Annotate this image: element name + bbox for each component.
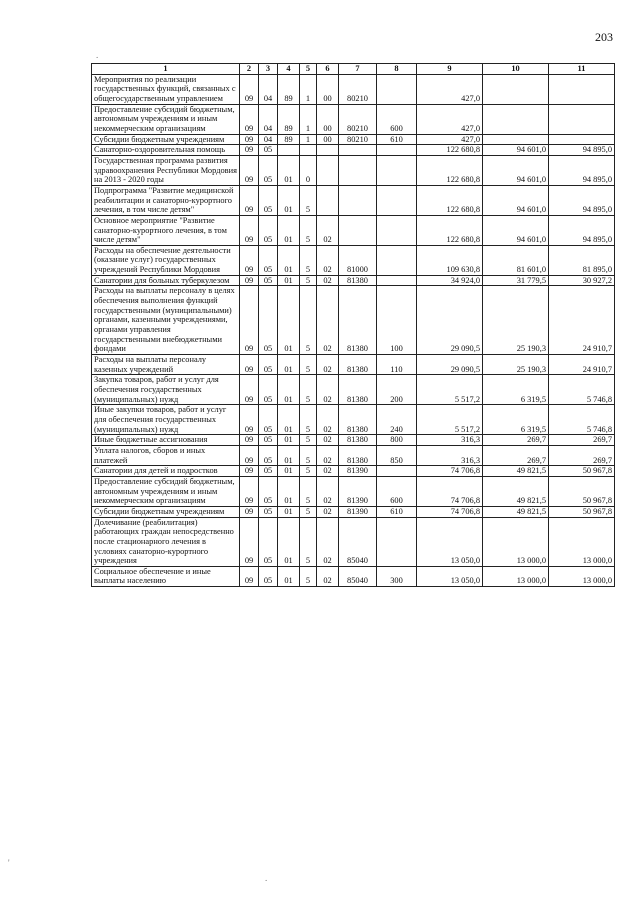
row-value-cell: [483, 74, 549, 104]
row-value-cell: 30 927,2: [549, 275, 615, 286]
row-value-cell: 02: [317, 215, 339, 245]
row-value-cell: 122 680,8: [417, 145, 483, 156]
row-value-cell: 02: [317, 445, 339, 465]
row-value-cell: 5: [300, 476, 317, 506]
table-row: [92, 476, 615, 506]
table-row: [92, 245, 615, 275]
row-value-cell: 49 821,5: [483, 476, 549, 506]
row-value-cell: 5: [300, 286, 317, 355]
row-value-cell: 427,0: [417, 134, 483, 145]
row-value-cell: 316,3: [417, 445, 483, 465]
row-value-cell: [317, 185, 339, 215]
row-value-cell: 05: [259, 375, 278, 405]
column-header: 2: [240, 64, 259, 75]
row-value-cell: 50 967,8: [549, 506, 615, 517]
row-value-cell: 81380: [339, 286, 377, 355]
row-value-cell: 02: [317, 355, 339, 375]
row-value-cell: [339, 155, 377, 185]
row-value-cell: 5: [300, 185, 317, 215]
row-value-cell: [339, 215, 377, 245]
scan-mark: .: [265, 873, 268, 883]
row-value-cell: 81000: [339, 245, 377, 275]
row-value-cell: [377, 245, 417, 275]
row-value-cell: 200: [377, 375, 417, 405]
row-value-cell: 29 090,5: [417, 286, 483, 355]
row-value-cell: 02: [317, 566, 339, 586]
row-value-cell: 13 050,0: [417, 517, 483, 566]
row-value-cell: [377, 145, 417, 156]
row-value-cell: 02: [317, 245, 339, 275]
row-value-cell: 94 601,0: [483, 185, 549, 215]
row-value-cell: 02: [317, 506, 339, 517]
row-value-cell: 81380: [339, 375, 377, 405]
table-row: [92, 435, 615, 446]
row-value-cell: 02: [317, 375, 339, 405]
row-label-cell: Субсидии бюджетным учреждениям: [92, 134, 240, 145]
row-value-cell: 02: [317, 466, 339, 477]
row-value-cell: 240: [377, 405, 417, 435]
row-value-cell: 05: [259, 466, 278, 477]
row-label-cell: Санаторно-оздоровительная помощь: [92, 145, 240, 156]
row-value-cell: [377, 215, 417, 245]
row-value-cell: 02: [317, 286, 339, 355]
row-value-cell: 1: [300, 74, 317, 104]
row-value-cell: 74 706,8: [417, 476, 483, 506]
row-value-cell: 81390: [339, 466, 377, 477]
row-value-cell: 25 190,3: [483, 286, 549, 355]
row-value-cell: 24 910,7: [549, 355, 615, 375]
row-value-cell: 5: [300, 466, 317, 477]
row-value-cell: [377, 517, 417, 566]
row-value-cell: 09: [240, 134, 259, 145]
row-value-cell: 05: [259, 155, 278, 185]
row-value-cell: 09: [240, 375, 259, 405]
row-value-cell: 80210: [339, 134, 377, 145]
table-row: [92, 286, 615, 355]
row-value-cell: 94 895,0: [549, 185, 615, 215]
row-value-cell: 5: [300, 375, 317, 405]
column-header: 6: [317, 64, 339, 75]
row-value-cell: 24 910,7: [549, 286, 615, 355]
row-value-cell: 13 000,0: [483, 517, 549, 566]
row-value-cell: 122 680,8: [417, 215, 483, 245]
row-value-cell: 01: [278, 375, 300, 405]
row-value-cell: 89: [278, 134, 300, 145]
table-row: [92, 134, 615, 145]
row-value-cell: 6 319,5: [483, 375, 549, 405]
row-value-cell: 09: [240, 517, 259, 566]
row-label-cell: Долечивание (реабилитация) работающих граждан непосредственно после стационарного лечения в условиях санаторно-курортного учреждения: [92, 517, 240, 566]
row-value-cell: [377, 466, 417, 477]
budget-table: [91, 63, 615, 587]
row-value-cell: 31 779,5: [483, 275, 549, 286]
row-value-cell: 81390: [339, 476, 377, 506]
row-label-cell: Иные бюджетные ассигнования: [92, 435, 240, 446]
row-value-cell: 80210: [339, 104, 377, 134]
scan-mark: ': [8, 858, 10, 868]
row-value-cell: 5: [300, 506, 317, 517]
row-value-cell: 00: [317, 134, 339, 145]
column-header: 3: [259, 64, 278, 75]
row-value-cell: 02: [317, 275, 339, 286]
row-value-cell: 800: [377, 435, 417, 446]
row-value-cell: 05: [259, 355, 278, 375]
row-value-cell: 81380: [339, 355, 377, 375]
row-label-cell: Государственная программа развития здравоохранения Республики Мордовия на 2013 - 2020 годы: [92, 155, 240, 185]
row-value-cell: [377, 185, 417, 215]
row-value-cell: 02: [317, 476, 339, 506]
row-value-cell: 01: [278, 517, 300, 566]
row-label-cell: Санатории для детей и подростков: [92, 466, 240, 477]
table-row: [92, 445, 615, 465]
row-value-cell: 50 967,8: [549, 466, 615, 477]
row-value-cell: 5 517,2: [417, 375, 483, 405]
column-header: 1: [92, 64, 240, 75]
row-value-cell: [300, 145, 317, 156]
row-value-cell: 5 517,2: [417, 405, 483, 435]
row-value-cell: 0: [300, 155, 317, 185]
row-value-cell: 00: [317, 104, 339, 134]
row-value-cell: 74 706,8: [417, 466, 483, 477]
table-row: [92, 375, 615, 405]
row-value-cell: 5: [300, 435, 317, 446]
row-value-cell: 01: [278, 466, 300, 477]
row-value-cell: 01: [278, 405, 300, 435]
row-value-cell: 5: [300, 355, 317, 375]
row-value-cell: [278, 145, 300, 156]
row-value-cell: [483, 104, 549, 134]
row-label-cell: Санатории для больных туберкулезом: [92, 275, 240, 286]
table-row: [92, 104, 615, 134]
row-value-cell: 74 706,8: [417, 506, 483, 517]
row-value-cell: 300: [377, 566, 417, 586]
table-row: [92, 275, 615, 286]
header-row: [92, 64, 615, 75]
row-value-cell: 09: [240, 155, 259, 185]
row-value-cell: [317, 155, 339, 185]
row-value-cell: 50 967,8: [549, 476, 615, 506]
row-label-cell: Подпрограмма "Развитие медицинской реабилитации и санаторно-курортного лечения, в том числе детям": [92, 185, 240, 215]
row-value-cell: 01: [278, 476, 300, 506]
row-label-cell: Предоставление субсидий бюджетным, автономным учреждениям и иным некоммерческим организациям: [92, 104, 240, 134]
row-value-cell: 85040: [339, 517, 377, 566]
page-number: 203: [595, 30, 613, 44]
row-value-cell: 49 821,5: [483, 506, 549, 517]
row-value-cell: 01: [278, 185, 300, 215]
row-value-cell: 5: [300, 275, 317, 286]
table-row: [92, 566, 615, 586]
row-value-cell: 04: [259, 74, 278, 104]
row-value-cell: 316,3: [417, 435, 483, 446]
row-value-cell: 09: [240, 445, 259, 465]
row-value-cell: 5: [300, 245, 317, 275]
scan-mark: .: [96, 50, 99, 60]
row-value-cell: 34 924,0: [417, 275, 483, 286]
row-value-cell: 01: [278, 566, 300, 586]
row-value-cell: [483, 134, 549, 145]
row-value-cell: 02: [317, 517, 339, 566]
column-header: 11: [549, 64, 615, 75]
row-value-cell: 09: [240, 476, 259, 506]
row-value-cell: 01: [278, 155, 300, 185]
row-value-cell: 850: [377, 445, 417, 465]
row-value-cell: 09: [240, 506, 259, 517]
row-value-cell: 122 680,8: [417, 155, 483, 185]
row-value-cell: 01: [278, 506, 300, 517]
row-value-cell: 09: [240, 215, 259, 245]
row-value-cell: 89: [278, 74, 300, 104]
row-value-cell: 09: [240, 435, 259, 446]
row-value-cell: 00: [317, 74, 339, 104]
row-value-cell: [549, 134, 615, 145]
table-row: [92, 506, 615, 517]
row-value-cell: 110: [377, 355, 417, 375]
row-value-cell: 80210: [339, 74, 377, 104]
row-value-cell: 13 000,0: [483, 566, 549, 586]
row-value-cell: 49 821,5: [483, 466, 549, 477]
row-value-cell: 269,7: [483, 445, 549, 465]
row-value-cell: 5: [300, 445, 317, 465]
row-value-cell: 269,7: [549, 435, 615, 446]
row-value-cell: [377, 74, 417, 104]
row-value-cell: 269,7: [549, 445, 615, 465]
row-value-cell: 85040: [339, 566, 377, 586]
row-value-cell: 01: [278, 286, 300, 355]
row-label-cell: Закупка товаров, работ и услуг для обеспечения государственных (муниципальных) нужд: [92, 375, 240, 405]
row-value-cell: 09: [240, 355, 259, 375]
row-value-cell: 01: [278, 445, 300, 465]
table-row: [92, 355, 615, 375]
row-value-cell: 09: [240, 275, 259, 286]
row-value-cell: 09: [240, 245, 259, 275]
row-value-cell: 09: [240, 566, 259, 586]
row-value-cell: 25 190,3: [483, 355, 549, 375]
row-value-cell: 89: [278, 104, 300, 134]
column-header: 8: [377, 64, 417, 75]
column-header: 7: [339, 64, 377, 75]
row-value-cell: 81380: [339, 435, 377, 446]
row-value-cell: 09: [240, 405, 259, 435]
row-value-cell: 94 601,0: [483, 145, 549, 156]
row-value-cell: 05: [259, 275, 278, 286]
row-value-cell: 94 601,0: [483, 215, 549, 245]
row-value-cell: 05: [259, 185, 278, 215]
row-value-cell: 610: [377, 506, 417, 517]
row-value-cell: 05: [259, 517, 278, 566]
row-value-cell: 81380: [339, 275, 377, 286]
row-value-cell: 13 050,0: [417, 566, 483, 586]
row-value-cell: 122 680,8: [417, 185, 483, 215]
row-value-cell: 5: [300, 517, 317, 566]
row-value-cell: 05: [259, 286, 278, 355]
row-value-cell: 81 895,0: [549, 245, 615, 275]
row-value-cell: 02: [317, 405, 339, 435]
column-header: 4: [278, 64, 300, 75]
row-label-cell: Субсидии бюджетным учреждениям: [92, 506, 240, 517]
table-row: [92, 405, 615, 435]
row-value-cell: 09: [240, 466, 259, 477]
row-value-cell: 5: [300, 215, 317, 245]
table-row: [92, 215, 615, 245]
row-value-cell: 13 000,0: [549, 517, 615, 566]
row-value-cell: [549, 74, 615, 104]
row-label-cell: Основное мероприятие "Развитие санаторно-курортного лечения, в том числе детям": [92, 215, 240, 245]
row-value-cell: 94 895,0: [549, 145, 615, 156]
table-row: [92, 74, 615, 104]
row-value-cell: 01: [278, 215, 300, 245]
row-label-cell: Мероприятия по реализации государственных функций, связанных с общегосударственным управлением: [92, 74, 240, 104]
row-value-cell: 600: [377, 104, 417, 134]
row-label-cell: Расходы на выплаты персоналу в целях обеспечения выполнения функций государственными (муниципальными) органами, казенными учреждениями, органами управления государственными внебюджетными фондами: [92, 286, 240, 355]
row-value-cell: [377, 275, 417, 286]
row-value-cell: 94 601,0: [483, 155, 549, 185]
row-value-cell: 81380: [339, 405, 377, 435]
row-label-cell: Социальное обеспечение и иные выплаты населению: [92, 566, 240, 586]
row-value-cell: 01: [278, 245, 300, 275]
table-row: [92, 145, 615, 156]
row-value-cell: 94 895,0: [549, 215, 615, 245]
row-value-cell: 5: [300, 566, 317, 586]
row-value-cell: 5 746,8: [549, 405, 615, 435]
row-value-cell: 600: [377, 476, 417, 506]
table-row: [92, 517, 615, 566]
row-value-cell: 81 601,0: [483, 245, 549, 275]
row-value-cell: 13 000,0: [549, 566, 615, 586]
row-value-cell: 81380: [339, 445, 377, 465]
row-value-cell: 05: [259, 435, 278, 446]
row-value-cell: 01: [278, 355, 300, 375]
row-value-cell: 109 630,8: [417, 245, 483, 275]
row-value-cell: 1: [300, 104, 317, 134]
row-value-cell: 610: [377, 134, 417, 145]
row-label-cell: Уплата налогов, сборов и иных платежей: [92, 445, 240, 465]
column-header: 10: [483, 64, 549, 75]
row-value-cell: 5 746,8: [549, 375, 615, 405]
row-value-cell: 09: [240, 104, 259, 134]
row-value-cell: 05: [259, 215, 278, 245]
row-value-cell: 05: [259, 145, 278, 156]
row-value-cell: 04: [259, 104, 278, 134]
row-value-cell: [339, 185, 377, 215]
row-value-cell: 94 895,0: [549, 155, 615, 185]
row-value-cell: 1: [300, 134, 317, 145]
row-value-cell: [377, 155, 417, 185]
row-value-cell: 01: [278, 435, 300, 446]
table-row: [92, 185, 615, 215]
row-value-cell: 05: [259, 566, 278, 586]
row-label-cell: Предоставление субсидий бюджетным, автономным учреждениям и иным некоммерческим организациям: [92, 476, 240, 506]
row-value-cell: 427,0: [417, 74, 483, 104]
row-value-cell: 81390: [339, 506, 377, 517]
row-value-cell: 269,7: [483, 435, 549, 446]
row-value-cell: 05: [259, 405, 278, 435]
row-value-cell: 05: [259, 506, 278, 517]
row-value-cell: 05: [259, 476, 278, 506]
column-header: 5: [300, 64, 317, 75]
row-value-cell: 09: [240, 185, 259, 215]
row-value-cell: 02: [317, 435, 339, 446]
row-value-cell: 6 319,5: [483, 405, 549, 435]
row-value-cell: 09: [240, 286, 259, 355]
row-label-cell: Расходы на обеспечение деятельности (оказание услуг) государственных учреждений Республики Мордовия: [92, 245, 240, 275]
row-value-cell: 01: [278, 275, 300, 286]
table-row: [92, 155, 615, 185]
row-value-cell: 5: [300, 405, 317, 435]
row-value-cell: [339, 145, 377, 156]
table-row: [92, 466, 615, 477]
row-value-cell: [549, 104, 615, 134]
row-value-cell: 29 090,5: [417, 355, 483, 375]
row-value-cell: 05: [259, 445, 278, 465]
row-value-cell: 05: [259, 245, 278, 275]
row-value-cell: 100: [377, 286, 417, 355]
row-label-cell: Иные закупки товаров, работ и услуг для обеспечения государственных (муниципальных) нужд: [92, 405, 240, 435]
row-value-cell: [317, 145, 339, 156]
row-label-cell: Расходы на выплаты персоналу казенных учреждений: [92, 355, 240, 375]
column-header: 9: [417, 64, 483, 75]
row-value-cell: 09: [240, 74, 259, 104]
row-value-cell: 09: [240, 145, 259, 156]
row-value-cell: 427,0: [417, 104, 483, 134]
row-value-cell: 04: [259, 134, 278, 145]
